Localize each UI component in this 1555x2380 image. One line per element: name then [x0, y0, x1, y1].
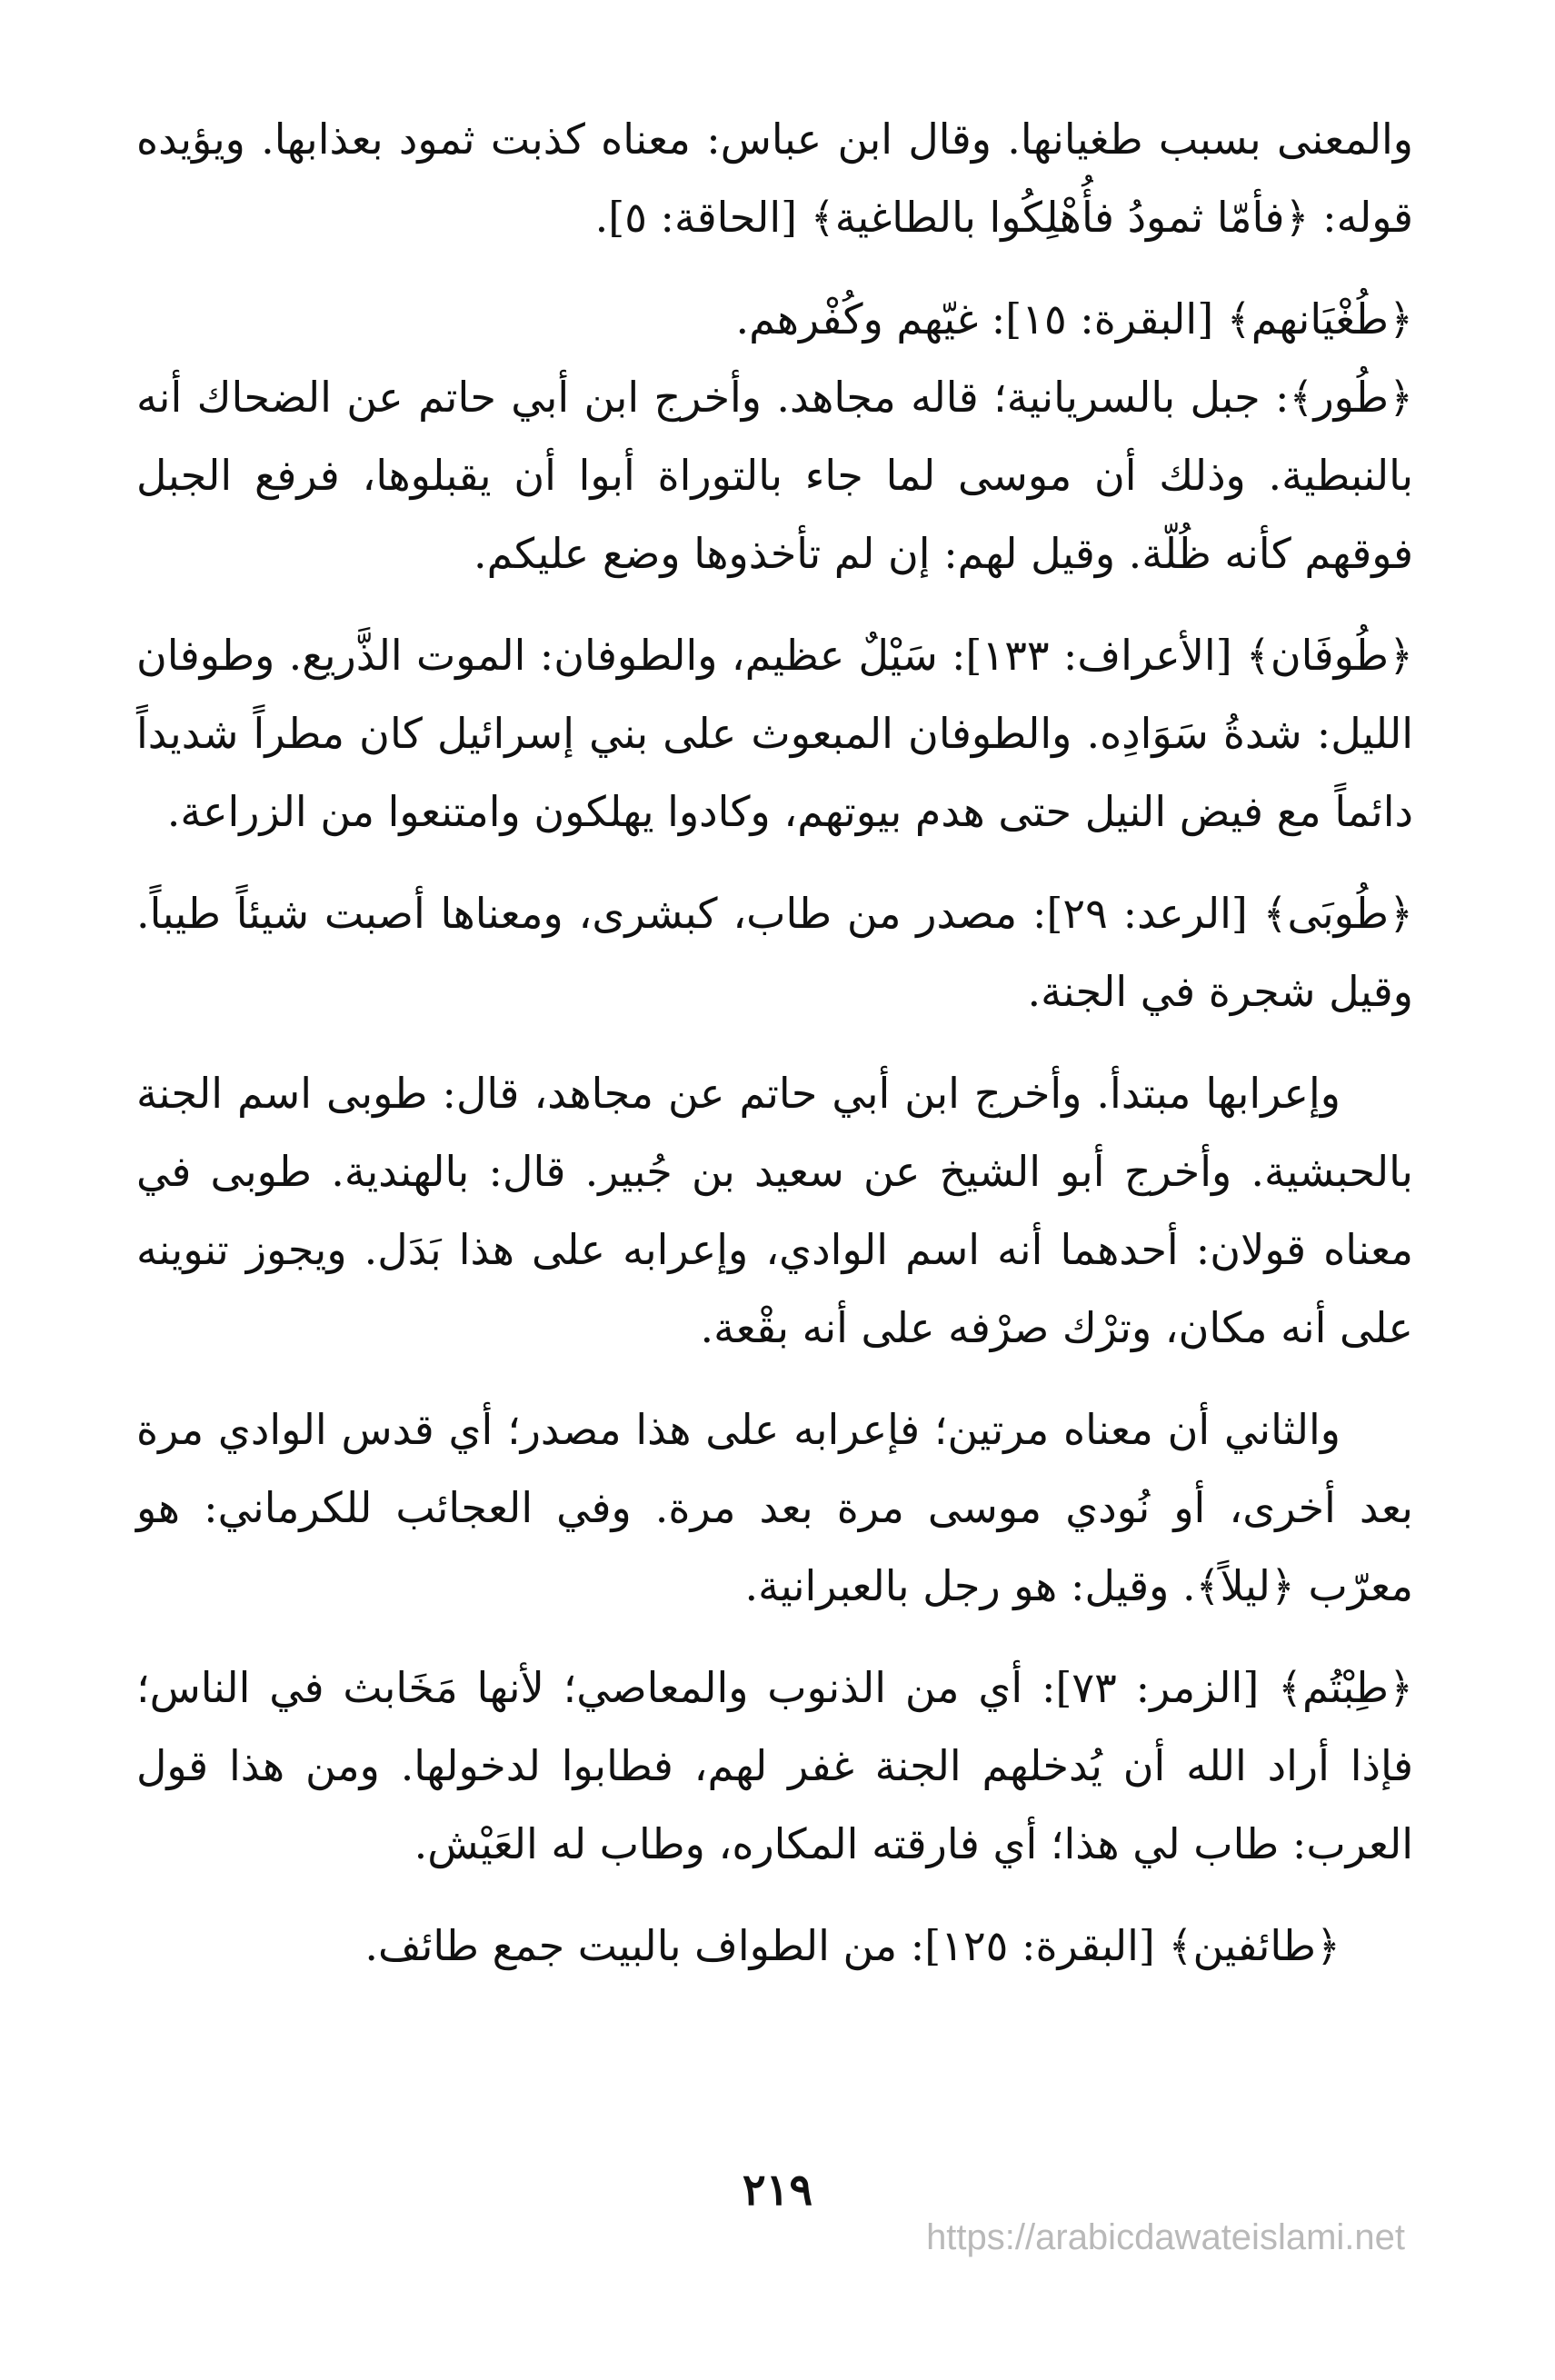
page-body — [136, 100, 1413, 1985]
entry-taifin: ﴿طائفين﴾ [البقرة: ١٢٥]: من الطواف بالبيت جمع طائف. — [364, 1921, 1341, 1970]
page-number: ٢١٩ — [742, 2165, 813, 2216]
paragraph-tuba-second: والثاني أن معناه مرتين؛ فإعرابه على هذا مصدر؛ أي قدس الوادي مرة بعد أخرى، أو نُودي موسى مرة بعد مرة. وفي العجائب للكرماني: هو معرّب ﴿ليلاً﴾. وقيل: هو رجل بالعبرانية. — [136, 1405, 1413, 1610]
paragraph-tuba-irab: وإعرابها مبتدأ. وأخرج ابن أبي حاتم عن مجاهد، قال: طوبى اسم الجنة بالحبشية. وأخرج أبو الشيخ عن سعيد بن جُبير. قال: بالهندية. طوبى في معناه قولان: أحدهما أنه اسم الوادي، وإعرابه على هذا بَدَل. ويجوز تنوينه على أنه مكان، وترْك صرْفه على أنه بقْعة. — [136, 1069, 1413, 1352]
entry-tuba: ﴿طُوبَى﴾ [الرعد: ٢٩]: مصدر من طاب، كبشرى، ومعناها أصبت شيئاً طيباً. وقيل شجرة في الجنة. — [136, 889, 1414, 1016]
entry-tur: ﴿طُور﴾: جبل بالسريانية؛ قاله مجاهد. وأخرج ابن أبي حاتم عن الضحاك أنه بالنبطية. وذلك أن موسى لما جاء بالتوراة أبوا أن يقبلوها، فرفع الجبل فوقهم كأنه ظُلّة. وقيل لهم: إن لم تأخذوها وضع عليكم. — [136, 373, 1414, 578]
watermark-url: https://arabicdawateislami.net — [926, 2217, 1405, 2257]
entry-tughyanihim: ﴿طُغْيَانهم﴾ [البقرة: ١٥]: غيّهم وكُفْرهم. — [735, 294, 1413, 344]
paragraph-continuation: والمعنى بسبب طغيانها. وقال ابن عباس: معناه كذبت ثمود بعذابها. ويؤيده قوله: ﴿فأمّا ثمودُ فأُهْلِكُوا بالطاغية﴾ [الحاقة: ٥]. — [136, 115, 1413, 242]
entry-tibtum: ﴿طِبْتُم﴾ [الزمر: ٧٣]: أي من الذنوب والمعاصي؛ لأنها مَخَابث في الناس؛ فإذا أراد الله أن يُدخلهم الجنة غفر لهم، فطابوا لدخولها. ومن هذا قول العرب: طاب لي هذا؛ أي فارقته المكاره، وطاب له العَيْش. — [136, 1663, 1413, 1868]
entry-tufan: ﴿طُوفَان﴾ [الأعراف: ١٣٣]: سَيْلٌ عظيم، والطوفان: الموت الذَّريع. وطوفان الليل: شدةُ سَوَادِه. والطوفان المبعوث على بني إسرائيل كان مطراً شديداً دائماً مع فيض النيل حتى هدم بيوتهم، وكادوا يهلكون وامتنعوا من الزراعة. — [136, 631, 1414, 836]
